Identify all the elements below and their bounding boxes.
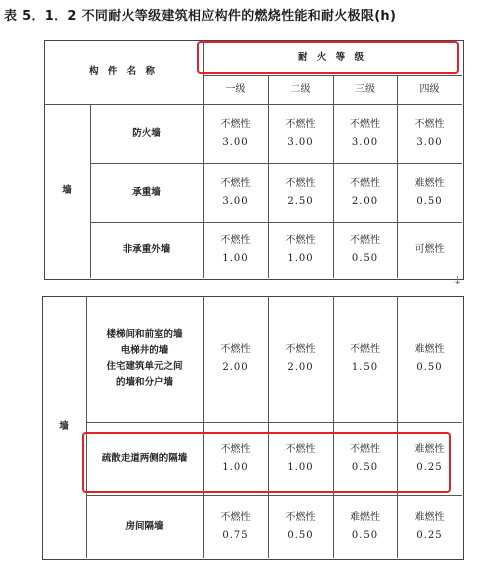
rating-cell: 不燃性 0.75: [220, 511, 251, 541]
row-name-multiline: 楼梯间和前室的墙 电梯井的墙 住宅建筑单元之间 的墙和分户墙: [106, 329, 183, 388]
header-grade-4: 四级: [419, 83, 440, 95]
page-break-arrow-icon: ↓: [453, 274, 463, 287]
row-name: 非承重外墙: [122, 244, 171, 255]
rating-cell: 不燃性 2.00: [350, 177, 380, 207]
row-name: 承重墙: [132, 186, 161, 198]
category-wall: 墙: [62, 185, 72, 196]
header-grade-3: 三级: [355, 83, 375, 95]
row-name: 房间隔墙: [125, 520, 164, 532]
rating-cell: 不燃性 3.00: [220, 118, 251, 148]
rating-cell: 难燃性 0.50: [350, 511, 380, 541]
rating-cell: 不燃性 1.00: [285, 235, 316, 264]
rating-cell: 不燃性 0.50: [350, 235, 380, 264]
rating-cell: 不燃性 3.00: [220, 177, 251, 207]
rating-cell: 难燃性 0.50: [414, 177, 445, 207]
rating-cell: 难燃性 0.50: [414, 344, 445, 373]
rating-cell: 不燃性 0.50: [285, 511, 316, 541]
header-grade-2: 二级: [290, 83, 311, 95]
rating-cell: 不燃性 2.00: [285, 344, 316, 373]
header-component-name: 构 件 名 称: [89, 66, 158, 77]
row-name: 防火墙: [132, 127, 161, 139]
highlight-box-fire-rating: [197, 41, 459, 74]
rating-cell: 不燃性 1.00: [220, 443, 251, 473]
rating-cell: 不燃性 3.00: [350, 118, 380, 148]
rating-cell: 难燃性 0.25: [414, 511, 445, 541]
highlight-box-corridor-row: [82, 432, 451, 493]
rating-cell: 不燃性 3.00: [285, 118, 316, 148]
rating-cell: 不燃性 2.00: [220, 344, 251, 373]
row-name: 疏散走道两侧的隔墙: [101, 452, 188, 464]
rating-cell: 可燃性: [414, 244, 445, 255]
rating-cell: 难燃性 0.25: [414, 443, 445, 473]
rating-cell: 不燃性 1.00: [285, 443, 316, 473]
rating-cell: 不燃性 2.50: [285, 177, 316, 207]
category-wall: 墙: [59, 421, 69, 432]
rating-cell: 不燃性 1.00: [220, 235, 251, 264]
rating-cell: 不燃性 0.50: [350, 443, 380, 473]
rating-cell: 不燃性 1.50: [350, 344, 380, 373]
header-grade-1: 一级: [225, 83, 246, 95]
rating-cell: 不燃性 3.00: [414, 118, 445, 148]
header-fire-rating: 耐 火 等 级: [298, 51, 367, 63]
table-title: 表 5．1．2 不同耐火等级建筑相应构件的燃烧性能和耐火极限(h): [4, 9, 397, 24]
